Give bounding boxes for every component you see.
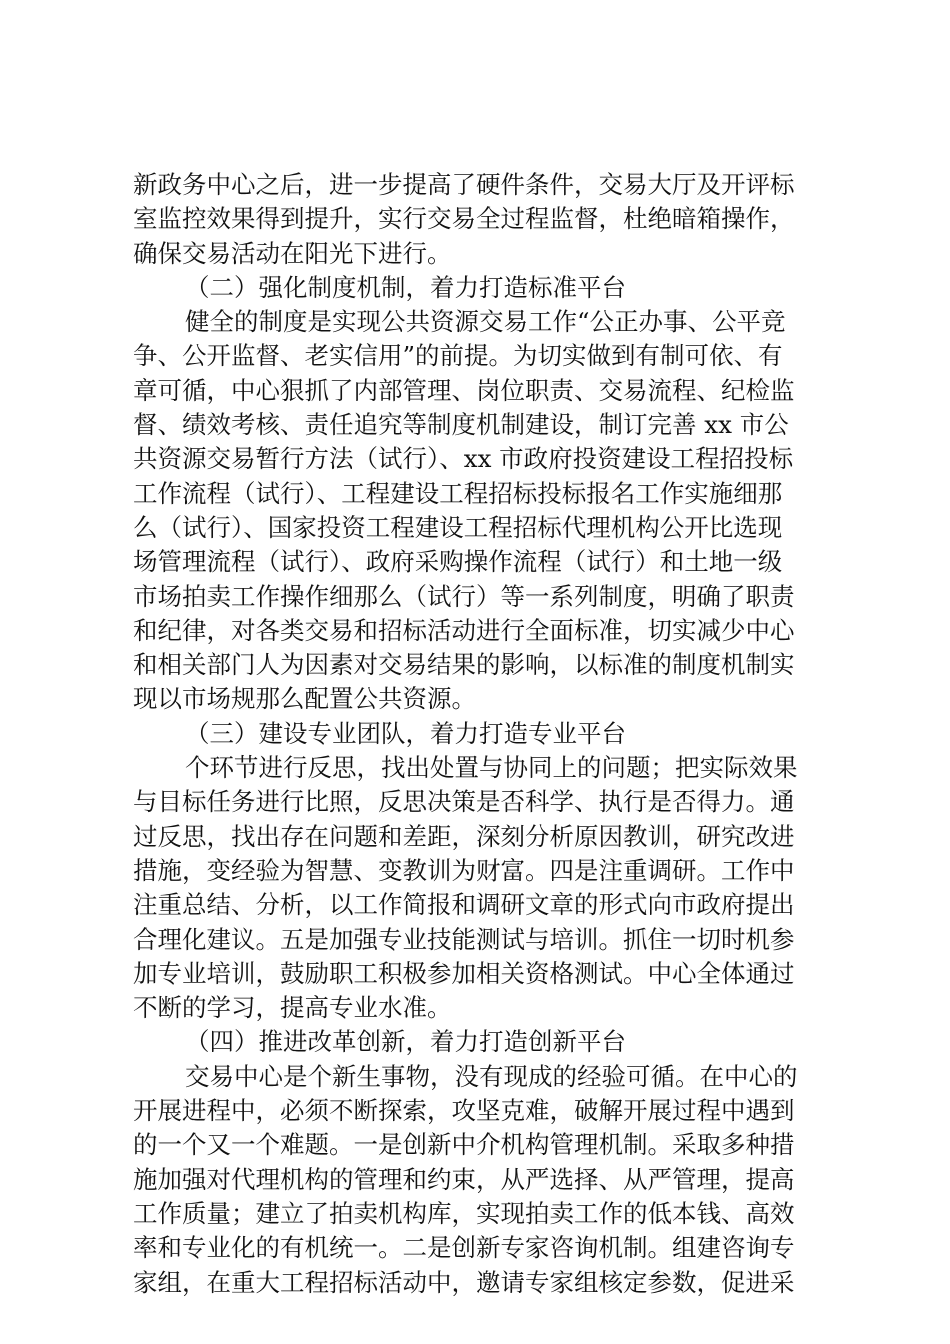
text-line: 确保交易活动在阳光下进行。	[133, 238, 452, 268]
text-line: 督、绩效考核、责任追究等制度机制建设，制订完善 xx 市公	[133, 410, 789, 440]
text-line: 室监控效果得到提升，实行交易全过程监督，杜绝暗箱操作，	[133, 204, 795, 234]
paragraph-start: 交易中心是个新生事物，没有现成的经验可循。在中心的	[185, 1061, 798, 1091]
text-line: 家组，在重大工程招标活动中，邀请专家组核定参数，促进采	[133, 1267, 795, 1297]
text-line: 场管理流程（试行）、政府采购操作流程（试行）和土地一级	[133, 547, 783, 577]
text-line: 率和专业化的有机统一。二是创新专家咨询机制。组建咨询专	[133, 1233, 795, 1263]
text-line: 市场拍卖工作操作细那么（试行）等一系列制度，明确了职责	[133, 581, 795, 611]
text-line: 章可循，中心狠抓了内部管理、岗位职责、交易流程、纪检监	[133, 375, 795, 405]
text-line: 工作质量；建立了拍卖机构库，实现拍卖工作的低本钱、高效	[133, 1198, 795, 1228]
text-line: 共资源交易暂行方法（试行）、xx 市政府投资建设工程招投标	[133, 444, 794, 474]
text-line: 施加强对代理机构的管理和约束，从严选择、从严管理，提高	[133, 1164, 795, 1194]
section-heading-2: （二）强化制度机制，着力打造标准平台	[185, 272, 626, 302]
text-line: 不断的学习，提高专业水准。	[133, 993, 452, 1023]
text-line: 过反思，找出存在问题和差距，深刻分析原因教训，研究改进	[133, 821, 795, 851]
paragraph-start: 个环节进行反思，找出处置与协同上的问题；把实际效果	[185, 753, 798, 783]
text-line: 开展进程中，必须不断探索，攻坚克难，破解开展过程中遇到	[133, 1096, 795, 1126]
text-line: 与目标任务进行比照，反思决策是否科学、执行是否得力。通	[133, 787, 795, 817]
text-line: 现以市场规那么配置公共资源。	[133, 684, 476, 714]
text-line: 合理化建议。五是加强专业技能测试与培训。抓住一切时机参	[133, 924, 795, 954]
body-text	[133, 168, 833, 1300]
text-line: 新政务中心之后，进一步提高了硬件条件，交易大厅及开评标	[133, 170, 795, 199]
section-heading-4: （四）推进改革创新，着力打造创新平台	[185, 1027, 626, 1057]
text-line: 的一个又一个难题。一是创新中介机构管理机制。采取多种措	[133, 1130, 795, 1160]
text-line: 加专业培训，鼓励职工积极参加相关资格测试。中心全体通过	[133, 958, 795, 988]
text-line: 和纪律，对各类交易和招标活动进行全面标准，切实减少中心	[133, 615, 795, 645]
text-line: 争、公开监督、老实信用”的前提。为切实做到有制可依、有	[133, 341, 783, 371]
text-line: 工作流程（试行）、工程建设工程招标投标报名工作实施细那	[133, 478, 783, 508]
section-heading-3: （三）建设专业团队，着力打造专业平台	[185, 718, 626, 748]
text-line: 措施，变经验为智慧、变教训为财富。四是注重调研。工作中	[133, 855, 795, 885]
paragraph-start: 健全的制度是实现公共资源交易工作“公正办事、公平竞	[185, 307, 786, 337]
text-line: 和相关部门人为因素对交易结果的影响，以标准的制度机制实	[133, 650, 795, 680]
text-line: 么（试行）、国家投资工程建设工程招标代理机构公开比选现	[133, 512, 783, 542]
text-line: 注重总结、分析，以工作简报和调研文章的形式向市政府提出	[133, 890, 795, 920]
